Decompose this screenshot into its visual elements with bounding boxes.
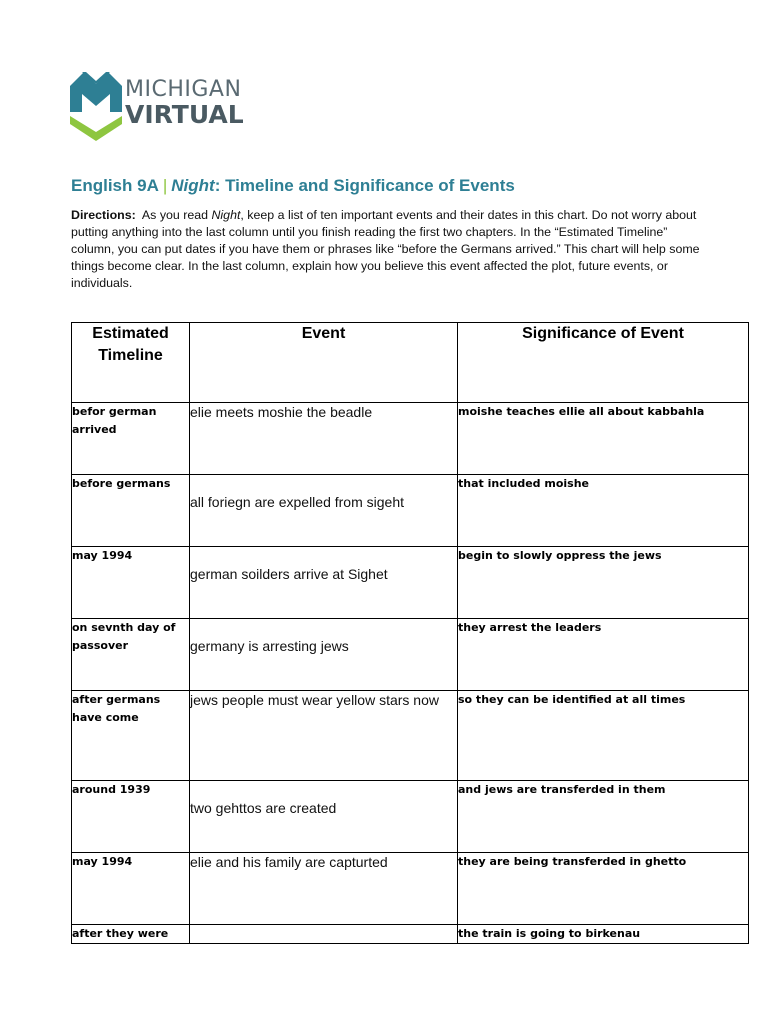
directions-paragraph: [71, 207, 711, 292]
cell-timeline: befor german arrived: [72, 403, 190, 475]
cell-timeline: on sevnth day of passover: [72, 619, 190, 691]
table-row: [72, 781, 749, 853]
table-row: [72, 619, 749, 691]
michigan-virtual-logo: [70, 72, 250, 144]
logo-line-virtual: VIRTUAL: [125, 100, 244, 129]
cell-significance: they arrest the leaders: [458, 619, 749, 691]
logo-line-michigan: MICHIGAN: [125, 77, 242, 102]
header-estimated-timeline: [72, 323, 190, 403]
cell-timeline: may 1994: [72, 547, 190, 619]
cell-event: two gehttos are created: [190, 781, 458, 853]
header-significance: Significance of Event: [458, 323, 749, 403]
header-timeline-line1: Estimated: [92, 325, 169, 342]
course-name: English 9A: [71, 176, 159, 195]
cell-event: elie meets moshie the beadle: [190, 403, 458, 475]
cell-event: [190, 925, 458, 944]
table-row: [72, 547, 749, 619]
cell-event: elie and his family are capturted: [190, 853, 458, 925]
directions-book-title: Night: [211, 208, 241, 222]
cell-significance: that included moishe: [458, 475, 749, 547]
cell-event: jews people must wear yellow stars now: [190, 691, 458, 781]
cell-timeline: around 1939: [72, 781, 190, 853]
title-rest: : Timeline and Significance of Events: [214, 176, 515, 195]
directions-label: Directions:: [71, 208, 136, 222]
cell-significance: moishe teaches ellie all about kabbahla: [458, 403, 749, 475]
cell-significance: the train is going to birkenau: [458, 925, 749, 944]
cell-event: all foriegn are expelled from sigeht: [190, 475, 458, 547]
header-timeline-line2: Timeline: [98, 347, 163, 364]
cell-timeline: after they were: [72, 925, 190, 944]
title-separator: |: [162, 176, 168, 195]
header-event: Event: [190, 323, 458, 403]
logo-wordmark: [125, 78, 244, 128]
cell-timeline: before germans: [72, 475, 190, 547]
logo-mark-icon: [70, 72, 122, 142]
cell-significance: begin to slowly oppress the jews: [458, 547, 749, 619]
cell-significance: so they can be identified at all times: [458, 691, 749, 781]
cell-timeline: may 1994: [72, 853, 190, 925]
table-row: [72, 691, 749, 781]
book-title: Night: [171, 176, 215, 195]
cell-significance: and jews are transferded in them: [458, 781, 749, 853]
cell-significance: they are being transferded in ghetto: [458, 853, 749, 925]
table-row: [72, 475, 749, 547]
page-title: [71, 176, 515, 196]
cell-event: german soilders arrive at Sighet: [190, 547, 458, 619]
table-row: [72, 853, 749, 925]
timeline-table: [71, 322, 749, 944]
cell-timeline: after germans have come: [72, 691, 190, 781]
table-row: [72, 925, 749, 944]
directions-text-a: As you read: [135, 208, 212, 222]
directions-text-b: , keep a list of ten important events and their dates in this chart. Do not worry about putting anything into the last column until you finish reading the first two chapters. In the “Estimated Timeline” column, you can put dates if you have them or phrases like “before the Germans arrived.” This chart will help some things become clear. In the last column, explain how you believe this event affected the plot, future events, or individuals.: [71, 208, 700, 290]
table-row: [72, 403, 749, 475]
table-header-row: [72, 323, 749, 403]
cell-event: germany is arresting jews: [190, 619, 458, 691]
